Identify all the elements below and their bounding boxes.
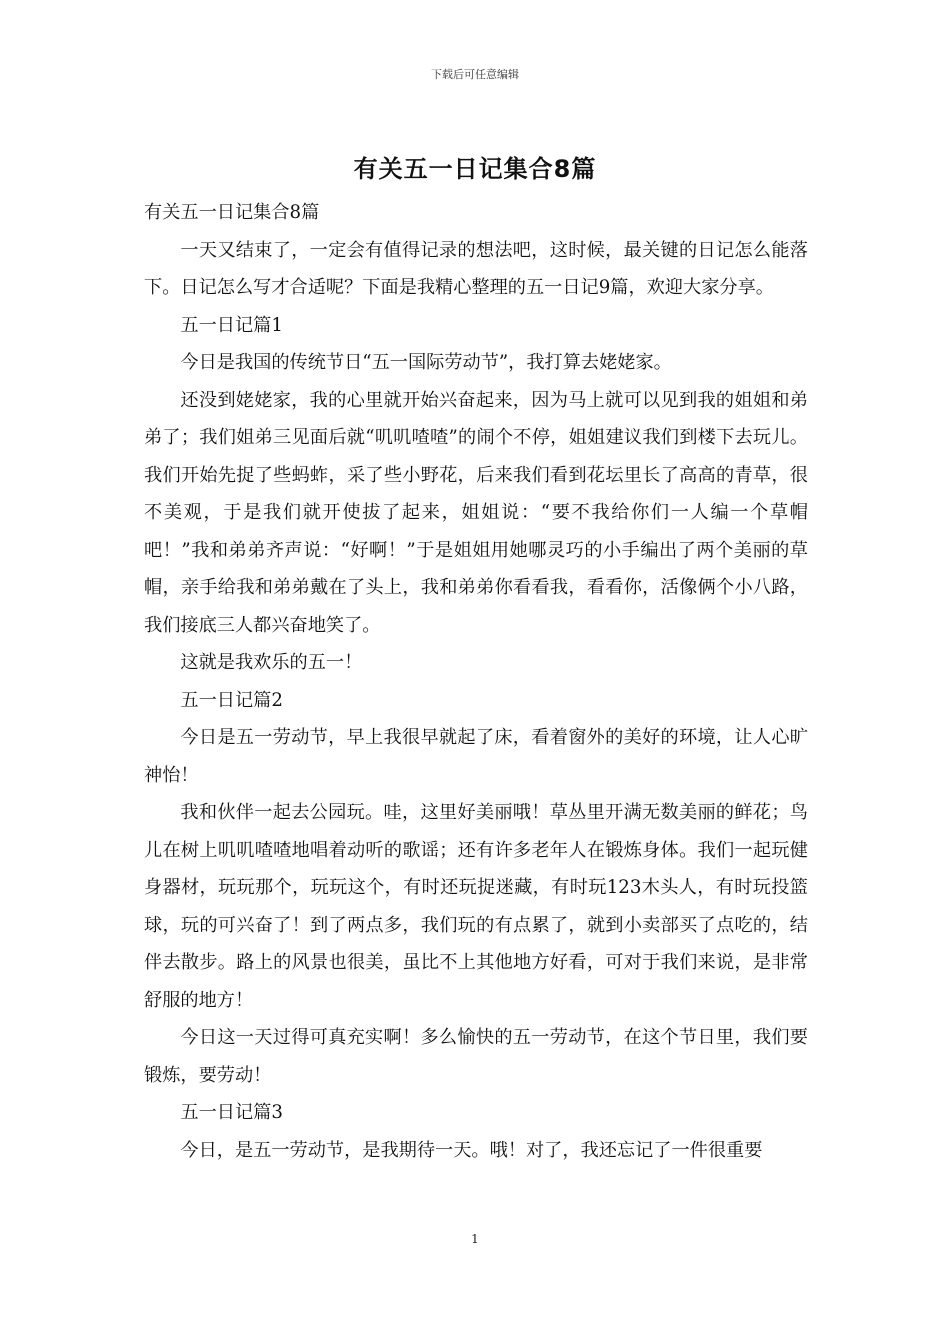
page-number: 1 <box>471 1232 479 1246</box>
body-paragraph: 今日这一天过得可真充实啊！多么愉快的五一劳动节，在这个节日里，我们要锻炼，要劳动！ <box>144 1027 808 1086</box>
body-paragraph: 这就是我欢乐的五一！ <box>180 652 363 673</box>
body-paragraph: 一天又结束了，一定会有值得记录的想法吧，这时候，最关键的日记怎么能落下。日记怎么写才合适呢？下面是我精心整理的五一日记9篇，欢迎大家分享。 <box>144 239 808 298</box>
body-paragraph: 五一日记篇2 <box>180 689 283 711</box>
body-paragraph: 今日是五一劳动节，早上我很早就起了床，看着窗外的美好的环境，让人心旷神怡！ <box>144 727 808 786</box>
body-paragraph: 还没到姥姥家，我的心里就开始兴奋起来，因为马上就可以见到我的姐姐和弟弟了；我们姐弟三见面后就“叽叽喳喳”的闹个不停，姐姐建议我们到楼下去玩儿。我们开始先捉了些蚂蚱，采了些小野花，后来我们看到花坛里长了高高的青草，很不美观，于是我们就开使拔了起来，姐姐说：“要不我给你们一人编一个草帽吧！”我和弟弟齐声说：“好啊！”于是姐姐用她哪灵巧的小手编出了两个美丽的草帽，亲手给我和弟弟戴在了头上，我和弟弟你看看我，看看你，活像俩个小八路，我们接底三人都兴奋地笑了。 <box>144 389 808 636</box>
document-title: 有关五一日记集合8篇 <box>353 155 597 183</box>
document-body <box>144 194 808 1169</box>
body-paragraph: 我和伙伴一起去公园玩。哇，这里好美丽哦！草丛里开满无数美丽的鲜花；鸟儿在树上叽叽喳喳地唱着动听的歌谣；还有许多老年人在锻炼身体。我们一起玩健身器材，玩玩那个，玩玩这个，有时还玩捉迷藏，有时玩123木头人，有时玩投篮球，玩的可兴奋了！到了两点多，我们玩的有点累了，就到小卖部买了点吃的，结伴去散步。路上的风景也很美，虽比不上其他地方好看，可对于我们来说，是非常舒服的地方！ <box>144 802 808 1011</box>
body-paragraph: 五一日记篇1 <box>180 314 283 336</box>
header-note: 下载后可任意编辑 <box>431 68 519 81</box>
body-paragraph: 有关五一日记集合8篇 <box>144 202 320 223</box>
body-paragraph: 今日，是五一劳动节，是我期待一天。哦！对了，我还忘记了一件很重要 <box>180 1139 763 1161</box>
body-paragraph: 五一日记篇3 <box>180 1102 283 1123</box>
body-paragraph: 今日是我国的传统节日“五一国际劳动节”，我打算去姥姥家。 <box>180 352 672 373</box>
